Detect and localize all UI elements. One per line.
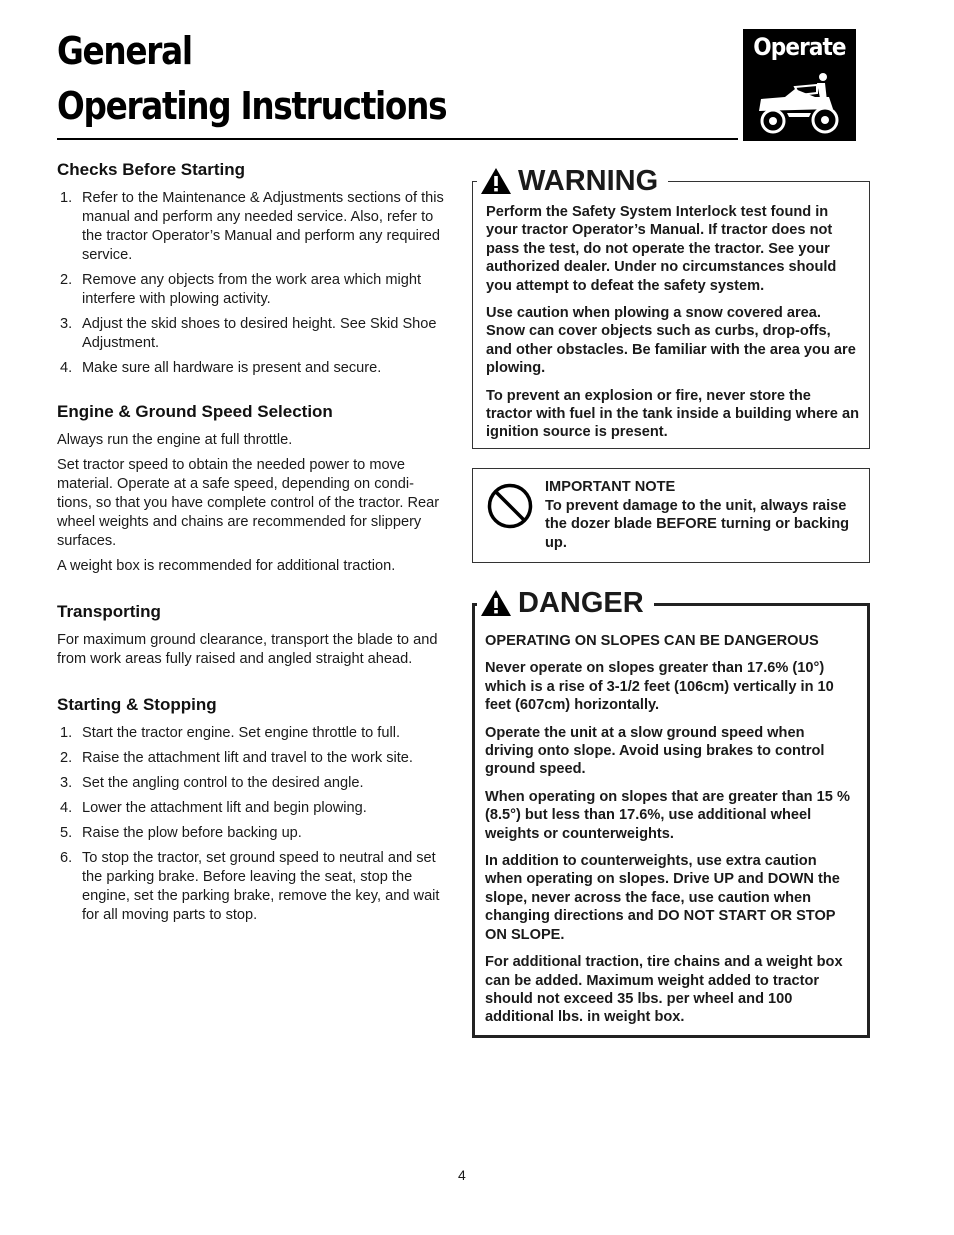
paragraph: Set tractor speed to obtain the needed power to move material. Operate at a safe speed, depending on condi-tions, so that you have complete control of the tractor. Rear wheel weights and chains are recommended for slippery surfaces. — [57, 457, 440, 549]
list-item: 3. Set the angling control to the desired angle. — [60, 775, 364, 791]
warning-heading: WARNING — [518, 165, 659, 197]
paragraph: When operating on slopes that are greater than 15 % (8.5°) but less than 17.6%, use additional wheel weights or counterweights. — [485, 788, 850, 842]
paragraph: Operate the unit at a slow ground speed when driving onto slope. Avoid using brakes to control ground speed. — [485, 724, 825, 778]
paragraph: OPERATING ON SLOPES CAN BE DANGEROUS — [485, 633, 819, 649]
warning-triangle-icon — [480, 589, 512, 617]
important-note-text — [545, 478, 855, 552]
paragraph: To prevent damage to the unit, always raise the dozer blade BEFORE turning or backing up. — [545, 498, 850, 551]
section-heading: Starting & Stopping — [57, 695, 217, 714]
paragraph: Always run the engine at full throttle. — [57, 432, 293, 448]
section-heading: Engine & Ground Speed Selection — [57, 402, 333, 421]
list-item: 4. Make sure all hardware is present and secure. — [60, 360, 382, 376]
paragraph: Use caution when plowing a snow covered area. Snow can cover objects such as curbs, drop-offs, and other obstacles. Be familiar with the area you are plowing. — [486, 305, 856, 377]
section-checks-before-starting — [57, 160, 447, 378]
operate-logo — [743, 29, 856, 141]
page-title-line-1: General — [57, 29, 192, 73]
paragraph: For additional traction, tire chains and a weight box can be added. Maximum weight added to tractor should not exceed 35 lbs. per wheel and 100 additional lbs. in weight box. — [485, 954, 843, 1026]
warning-triangle-icon — [480, 167, 512, 195]
section-engine-speed — [57, 402, 447, 576]
paragraph: A weight box is recommended for additional traction. — [57, 558, 396, 574]
danger-heading: DANGER — [518, 587, 644, 619]
paragraph: Perform the Safety System Interlock test found in your tractor Operator’s Manual. If tractor does not pass the test, do not operate the tractor. See your authorized dealer. Under no circumstances should you attempt to defeat the safety system. — [486, 204, 837, 294]
warning-header — [477, 164, 668, 198]
paragraph: To prevent an explosion or fire, never store the tractor with fuel in the tank inside a building where an ignition source is present. — [486, 387, 859, 441]
title-divider — [57, 138, 738, 140]
danger-body — [485, 632, 857, 1036]
list-item: 6. To stop the tractor, set ground speed to neutral and set the parking brake. Before leaving the seat, stop the engine, set the parking brake, remove the key, and wait for all moving parts to stop. — [60, 850, 440, 923]
paragraph: For maximum ground clearance, transport the blade to and from work areas fully raised and angled straight ahead. — [57, 632, 438, 667]
section-heading: Checks Before Starting — [57, 160, 245, 179]
left-column — [57, 160, 447, 951]
danger-header — [477, 586, 654, 620]
danger-box — [472, 587, 870, 1038]
important-note-box — [472, 468, 870, 563]
page-title — [57, 24, 446, 134]
list-item: 2. Remove any objects from the work area which might interfere with plowing activity. — [60, 272, 422, 307]
list-item: 5. Raise the plow before backing up. — [60, 825, 302, 841]
paragraph: In addition to counterweights, use extra caution when operating on slopes. Drive UP and DOWN the slope, never across the face, use caution when changing directions and DO NOT START OR STOP ON SLOPE. — [485, 853, 840, 943]
logo-label: Operate — [753, 33, 846, 61]
list-item: 1. Start the tractor engine. Set engine throttle to full. — [60, 725, 401, 741]
paragraph: Never operate on slopes greater than 17.6% (10°) which is a rise of 3-1/2 feet (106cm) vertically in 10 feet (607cm) horizontally. — [485, 660, 834, 714]
list-item: 4. Lower the attachment lift and begin plowing. — [60, 800, 367, 816]
prohibited-icon — [487, 483, 533, 529]
page-title-line-2: Operating Instructions — [57, 84, 447, 128]
page-number: 4 — [458, 1167, 466, 1183]
section-starting-stopping — [57, 695, 447, 925]
warning-body — [486, 203, 859, 451]
list-item: 3. Adjust the skid shoes to desired height. See Skid Shoe Adjustment. — [60, 316, 437, 351]
list-item: 2. Raise the attachment lift and travel to the work site. — [60, 750, 413, 766]
riding-tractor-icon — [755, 73, 845, 135]
section-heading: Transporting — [57, 602, 161, 621]
warning-box — [472, 165, 870, 449]
section-transporting — [57, 602, 447, 669]
starting-list — [57, 724, 447, 925]
checks-list — [57, 189, 447, 378]
list-item: 1. Refer to the Maintenance & Adjustments sections of this manual and perform any needed service. Also, refer to the tractor Operator’s Manual and perform any required service. — [60, 190, 444, 263]
important-note-heading: IMPORTANT NOTE — [545, 479, 676, 495]
